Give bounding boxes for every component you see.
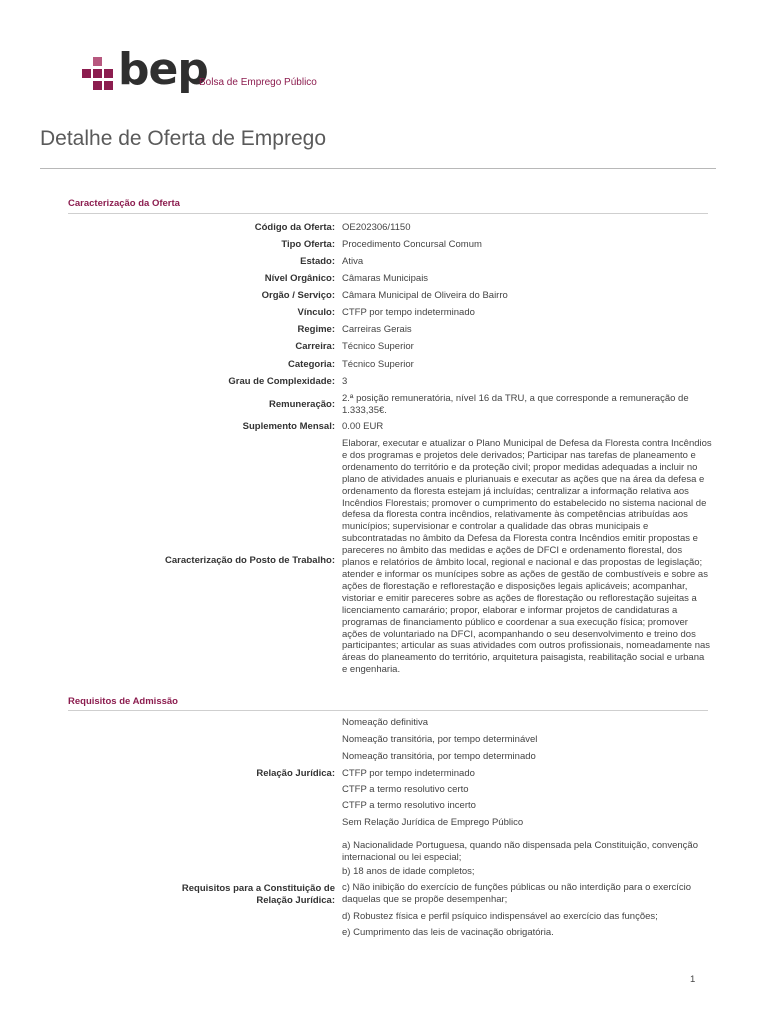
field-value: Elaborar, executar e atualizar o Plano Municipal de Defesa da Floresta contra Incêndios e dos programas e projetos dele derivados; Participar nas tarefas de planeamento e ordenamento do território e da proteção civil; propor medidas adequadas a incluir no plano de atividades anuais e plurianuais e executar as ações que na área da defesa e ordenamento da floresta estejam já incluídas; centralizar a informação relativa aos Incêndios Florestais; promover o cumprimento do estabelecido no sistema nacional de defesa da floresta contra incêndios, relativamente às competências atribuídas aos municípios; supervisionar e controlar a qualidade das obras municipais e subcontratadas no âmbito da Defesa da Floresta contra Incêndios emitir propostas e pareceres no âmbito das medidas e ações de DFCI e ordenamento florestal, dos planos e relatórios de âmbito local, regional e nacional e das propostas de legislação; atender e informar os munícipes sobre as ações de gestão de combustíveis e sobre as ações de florestação e reflorestação e disposições legais aplicáveis; acompanhar, vistoriar e emitir pareceres sobre as ações de florestação ou reflorestação sujeitas a licenciamento camarário; propor, elaborar e informar projetos de candidaturas a programas de financiamento público e coordenar a sua execução física; promover ações de voluntariado na DFCI, acompanhando o seu desenvolvimento e treino dos participantes; articular as suas atividades com outros profissionais, nomeadamente nas áreas do planeamento do território, arquitetura paisagista, reabilitação social e urbana e engenharia. [342,438,712,676]
field-value: Câmara Municipal de Oliveira do Bairro [342,290,508,301]
field-label: Nível Orgânico: [264,273,335,284]
page-title: Detalhe de Oferta de Emprego [40,127,327,150]
relacao-item: CTFP a termo resolutivo incerto [342,800,476,811]
requisito-item: b) 18 anos de idade completos; [342,866,475,877]
field-value: Ativa [342,256,364,267]
field-label: Tipo Oferta: [281,239,335,250]
relacao-item: Sem Relação Jurídica de Emprego Público [342,817,524,828]
requisito-item: e) Cumprimento das leis de vacinação obrigatória. [342,927,554,938]
relacao-item: Nomeação transitória, por tempo determinado [342,751,536,762]
field-value: Procedimento Concursal Comum [342,239,482,250]
field-label: Caracterização do Posto de Trabalho: [165,555,335,566]
relacao-item: Nomeação definitiva [342,717,429,728]
field-label: Código da Oferta: [254,222,335,233]
section-divider [68,213,708,214]
page-number: 1 [690,974,696,985]
constituicao-label-line1: Requisitos para a Constituição de [181,883,335,894]
section-divider [68,710,708,711]
field-value: CTFP por tempo indeterminado [342,307,475,318]
field-label: Suplemento Mensal: [242,421,335,432]
field-label: Regime: [297,324,335,335]
relacao-item: CTFP por tempo indeterminado [342,768,475,779]
constituicao-label-line2: Relação Jurídica: [256,895,335,906]
field-label: Estado: [300,256,335,267]
logo-subtitle: Bolsa de Emprego Público [199,77,317,88]
requisito-item: a) Nacionalidade Portuguesa, quando não dispensada pela Constituição, convenção internacional ou lei especial; [342,840,698,863]
field-value: Carreiras Gerais [342,324,412,335]
field-value: Técnico Superior [342,359,414,370]
field-value: Técnico Superior [342,341,414,352]
field-label: Vínculo: [297,307,335,318]
relacao-juridica-label: Relação Jurídica: [256,768,335,779]
field-label: Remuneração: [269,399,335,410]
field-label: Grau de Complexidade: [228,376,335,387]
requisito-item: d) Robustez física e perfil psíquico indispensável ao exercício das funções; [342,911,658,922]
field-value: 3 [342,376,348,387]
field-value: OE202306/1150 [342,222,411,233]
field-label: Categoria: [288,359,335,370]
section-heading-caracterizacao: Caracterização da Oferta [68,198,180,209]
field-value: 0.00 EUR [342,421,384,432]
field-value: Câmaras Municipais [342,273,429,284]
field-label: Carreira: [295,341,335,352]
field-value: 2.ª posição remuneratória, nível 16 da TRU, a que corresponde a remuneração de 1.333,35€. [342,393,689,416]
title-divider [40,168,716,169]
field-label: Orgão / Serviço: [261,290,335,301]
logo-squares-icon [82,56,116,90]
requisito-item: c) Não inibição do exercício de funções públicas ou não interdição para o exercício daquelas que se propõe desempenhar; [342,882,692,905]
relacao-item: Nomeação transitória, por tempo determinável [342,734,538,745]
logo-wordmark: bep [118,44,208,95]
relacao-item: CTFP a termo resolutivo certo [342,784,469,795]
section-heading-requisitos: Requisitos de Admissão [68,696,178,707]
